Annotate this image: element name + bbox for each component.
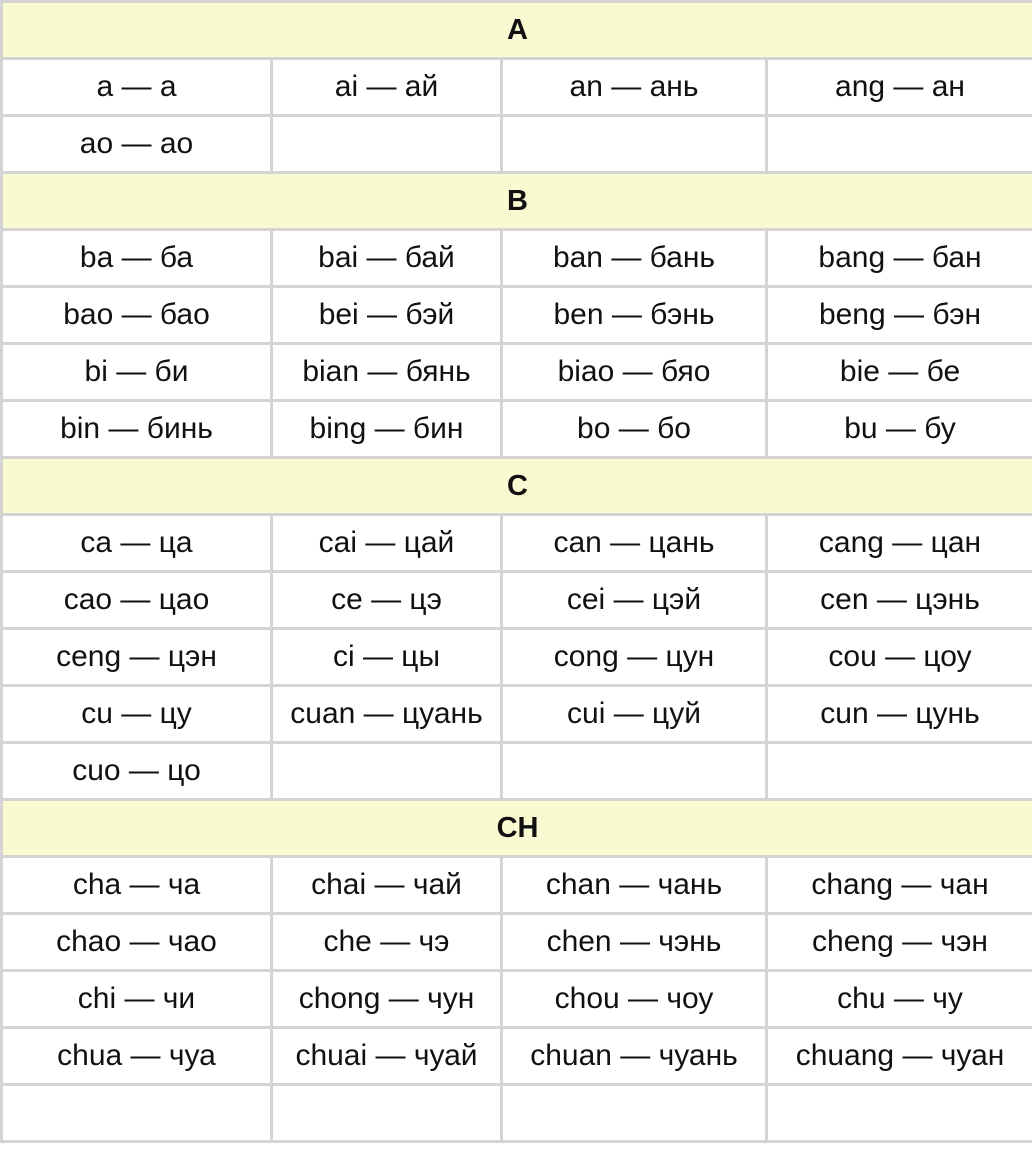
syllable-cell: cun — цунь (767, 686, 1032, 743)
syllable-cell: ao — ао (2, 116, 272, 173)
section-header-row (2, 2, 1032, 59)
table-row (2, 59, 1032, 116)
syllable-cell: chen — чэнь (502, 914, 767, 971)
syllable-cell (272, 743, 502, 800)
syllable-cell (272, 1085, 502, 1142)
syllable-cell: cu — цу (2, 686, 272, 743)
syllable-table-body (2, 2, 1032, 1142)
syllable-cell: bai — бай (272, 230, 502, 287)
syllable-cell: ben — бэнь (502, 287, 767, 344)
syllable-cell: ce — цэ (272, 572, 502, 629)
section-header-row (2, 173, 1032, 230)
syllable-cell: chuan — чуань (502, 1028, 767, 1085)
table-row (2, 1085, 1032, 1142)
syllable-cell: a — а (2, 59, 272, 116)
syllable-cell: chi — чи (2, 971, 272, 1028)
syllable-cell: cong — цун (502, 629, 767, 686)
syllable-cell: chua — чуа (2, 1028, 272, 1085)
syllable-cell: cuo — цо (2, 743, 272, 800)
syllable-cell: bei — бэй (272, 287, 502, 344)
syllable-cell: ceng — цэн (2, 629, 272, 686)
syllable-cell: cang — цан (767, 515, 1032, 572)
section-header-row (2, 458, 1032, 515)
syllable-cell (502, 743, 767, 800)
syllable-cell (502, 116, 767, 173)
syllable-cell: ai — ай (272, 59, 502, 116)
table-row (2, 743, 1032, 800)
syllable-cell: cou — цоу (767, 629, 1032, 686)
syllable-cell: chou — чоу (502, 971, 767, 1028)
syllable-cell: cheng — чэн (767, 914, 1032, 971)
table-row (2, 287, 1032, 344)
syllable-cell: ang — ан (767, 59, 1032, 116)
syllable-cell: cen — цэнь (767, 572, 1032, 629)
syllable-cell: bing — бин (272, 401, 502, 458)
syllable-cell (502, 1085, 767, 1142)
syllable-cell: bo — бо (502, 401, 767, 458)
table-row (2, 116, 1032, 173)
syllable-cell: chuai — чуай (272, 1028, 502, 1085)
syllable-cell (767, 116, 1032, 173)
syllable-cell: biao — бяо (502, 344, 767, 401)
table-row (2, 914, 1032, 971)
section-letter: CH (2, 800, 1032, 857)
syllable-cell: chang — чан (767, 857, 1032, 914)
syllable-cell: cui — цуй (502, 686, 767, 743)
syllable-cell: can — цань (502, 515, 767, 572)
syllable-cell: bi — би (2, 344, 272, 401)
table-row (2, 515, 1032, 572)
syllable-cell: chao — чао (2, 914, 272, 971)
syllable-cell: che — чэ (272, 914, 502, 971)
table-row (2, 230, 1032, 287)
section-letter: B (2, 173, 1032, 230)
syllable-cell: chai — чай (272, 857, 502, 914)
table-row (2, 344, 1032, 401)
syllable-cell: cuan — цуань (272, 686, 502, 743)
syllable-cell: an — ань (502, 59, 767, 116)
syllable-cell (767, 743, 1032, 800)
section-header-row (2, 800, 1032, 857)
syllable-cell (272, 116, 502, 173)
syllable-cell: bang — бан (767, 230, 1032, 287)
syllable-cell: chu — чу (767, 971, 1032, 1028)
syllable-cell: ci — цы (272, 629, 502, 686)
syllable-cell: ca — ца (2, 515, 272, 572)
syllable-cell (2, 1085, 272, 1142)
table-row (2, 1028, 1032, 1085)
syllable-cell: chong — чун (272, 971, 502, 1028)
syllable-cell: bao — бао (2, 287, 272, 344)
syllable-cell: beng — бэн (767, 287, 1032, 344)
syllable-cell: chuang — чуан (767, 1028, 1032, 1085)
section-letter: C (2, 458, 1032, 515)
table-row (2, 629, 1032, 686)
syllable-cell: bie — бе (767, 344, 1032, 401)
table-row (2, 857, 1032, 914)
syllable-cell: chan — чань (502, 857, 767, 914)
syllable-cell: cei — цэй (502, 572, 767, 629)
syllable-cell: bian — бянь (272, 344, 502, 401)
syllable-cell: ba — ба (2, 230, 272, 287)
table-row (2, 572, 1032, 629)
syllable-cell: cai — цай (272, 515, 502, 572)
table-row (2, 401, 1032, 458)
table-row (2, 971, 1032, 1028)
syllable-cell: bu — бу (767, 401, 1032, 458)
syllable-cell: cha — ча (2, 857, 272, 914)
syllable-cell (767, 1085, 1032, 1142)
syllable-cell: ban — бань (502, 230, 767, 287)
table-row (2, 686, 1032, 743)
syllable-cell: bin — бинь (2, 401, 272, 458)
syllable-cell: cao — цао (2, 572, 272, 629)
section-letter: A (2, 2, 1032, 59)
